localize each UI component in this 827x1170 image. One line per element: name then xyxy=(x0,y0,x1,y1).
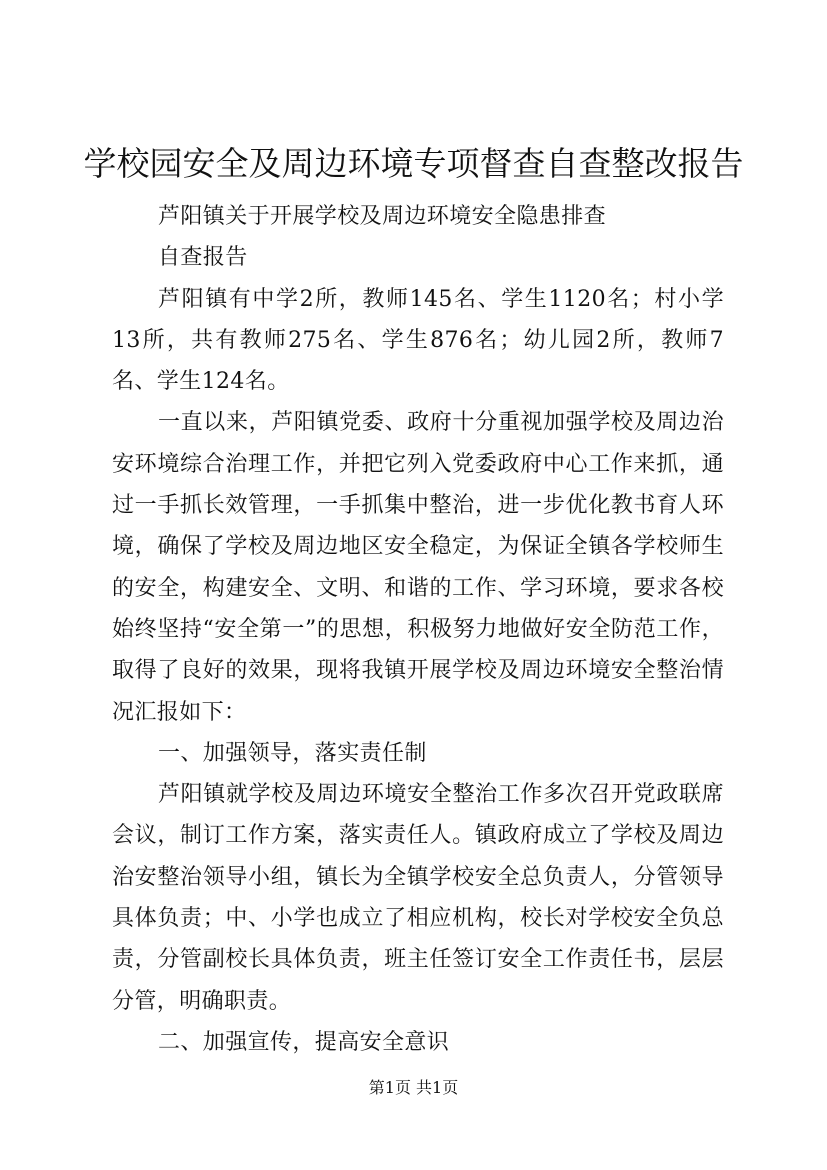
subtitle-line-1: 芦阳镇关于开展学校及周边环境安全隐患排查 xyxy=(158,204,607,229)
document-title: 学校园安全及周边环境专项督查自查整改报告 xyxy=(83,144,744,183)
paragraph-overview: 芦阳镇有中学2所，教师145名、学生1120名；村小学13所，共有教师275名、学生876名；幼儿园2所，教师7名、学生124名。 xyxy=(112,286,724,395)
paragraph-leadership: 芦阳镇就学校及周边环境安全整治工作多次召开党政联席会议，制订工作方案，落实责任人。镇政府成立了学校及周边治安整治领导小组，镇长为全镇学校安全总负责人，分管领导具体负责；中、小学也成立了相应机构，校长对学校安全负总责，分管副校长具体负责，班主任签订安全工作责任书，层层分管，明确职责。 xyxy=(112,782,724,1014)
document-body xyxy=(112,196,724,1063)
paragraph-introduction: 一直以来，芦阳镇党委、政府十分重视加强学校及周边治安环境综合治理工作，并把它列入党委政府中心工作来抓，通过一手抓长效管理，一手抓集中整治，进一步优化教书育人环境，确保了学校及周边地区安全稳定，为保证全镇各学校师生的安全，构建安全、文明、和谐的工作、学习环境，要求各校始终坚持“安全第一”的思想，积极努力地做好安全防范工作，取得了良好的效果，现将我镇开展学校及周边环境安全整治情况汇报如下： xyxy=(112,410,724,725)
page-footer: 第1页 共1页 xyxy=(368,1078,459,1097)
subtitle-line-2: 自查报告 xyxy=(158,245,248,271)
section-heading-1: 一、加强领导，落实责任制 xyxy=(158,740,427,766)
section-heading-2: 二、加强宣传，提高安全意识 xyxy=(158,1029,450,1055)
